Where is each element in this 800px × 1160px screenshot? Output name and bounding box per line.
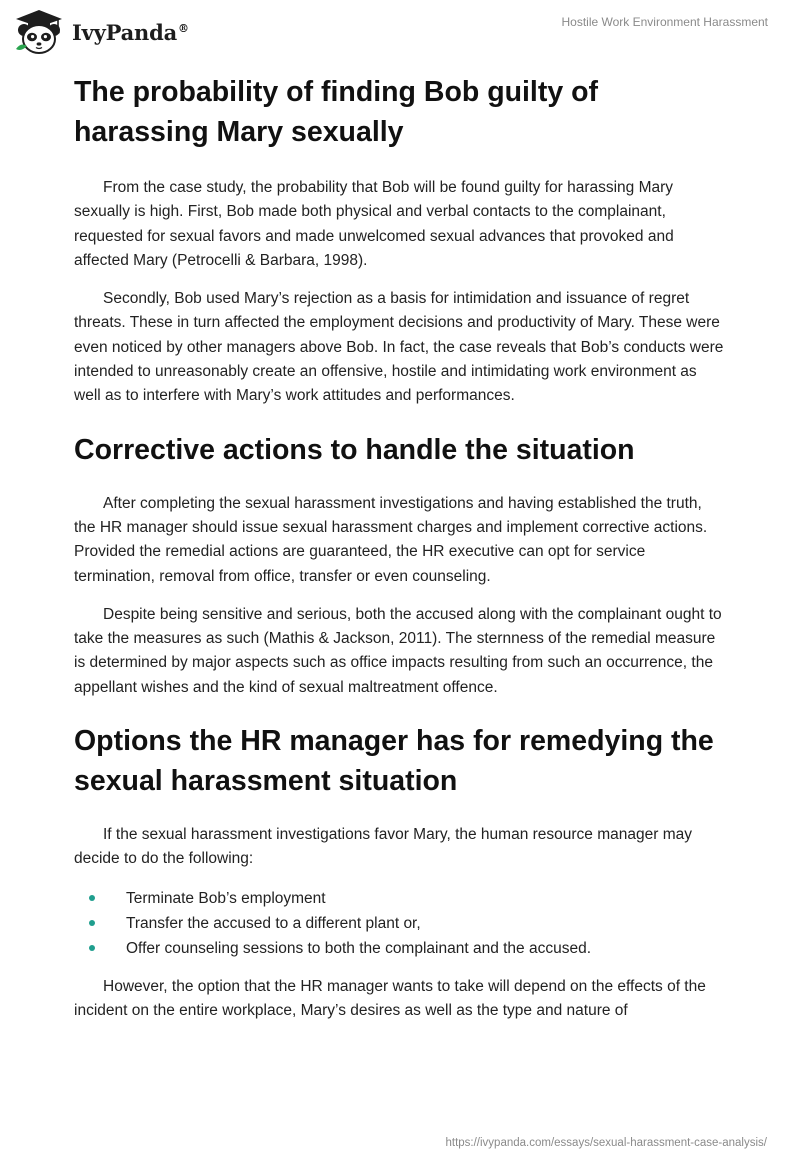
paragraph: After completing the sexual harassment investigations and having established the truth, the HR manager should issue sexual harassment charges and implement corrective actions. Provided the remedial actions are guaranteed, the HR executive can opt for service termination, removal from office, transfer or even counseling.	[74, 494, 708, 585]
section-heading: Corrective actions to handle the situation	[74, 433, 635, 466]
paragraph: Secondly, Bob used Mary’s rejection as a basis for intimidation and issuance of regret threats. These in turn affected the employment decisions and productivity of Mary. These were even noticed by other managers above Bob. In fact, the case reveals that Bob’s conducts were intended to unreasonably create an offensive, hostile and intimidating work environment as well as to interfere with Mary’s work attitudes and performances.	[74, 290, 724, 405]
options-list	[74, 886, 726, 961]
list-item: Offer counseling sessions to both the complainant and the accused.	[74, 936, 726, 961]
section-heading: Options the HR manager has for remedying the sexual harassment situation	[74, 725, 714, 798]
brand-name: IvyPanda®	[72, 19, 189, 45]
list-item: Transfer the accused to a different plant or,	[74, 911, 726, 936]
source-url[interactable]: https://ivypanda.com/essays/sexual-harassment-case-analysis/	[445, 1137, 767, 1149]
list-item: Terminate Bob’s employment	[74, 886, 726, 911]
essay-content	[74, 70, 726, 1023]
document-title: Hostile Work Environment Harassment	[561, 15, 768, 29]
panda-graduate-icon	[12, 9, 66, 55]
ivypanda-logo[interactable]	[12, 9, 189, 55]
paragraph: Despite being sensitive and serious, both the accused along with the complainant ought to take the measures as such (Mathis & Jackson, 2011). The sternness of the remedial measure is determined by major aspects such as office impacts resulting from such an occurrence, the appellant wishes and the kind of sexual maltreatment offence.	[74, 605, 722, 696]
paragraph: However, the option that the HR manager wants to take will depend on the effects of the incident on the entire workplace, Mary’s desires as well as the type and nature of	[74, 977, 706, 1019]
paragraph: From the case study, the probability that Bob will be found guilty for harassing Mary sexually is high. First, Bob made both physical and verbal contacts to the complainant, requested for sexual favors and made unwelcomed sexual advances that provoked and affected Mary (Petrocelli & Barbara, 1998).	[74, 179, 674, 269]
bullet-icon	[89, 895, 95, 901]
paragraph: If the sexual harassment investigations favor Mary, the human resource manager may decide to do the following:	[74, 826, 692, 868]
section-heading: The probability of finding Bob guilty of harassing Mary sexually	[74, 76, 599, 148]
page-header	[0, 0, 800, 62]
bullet-icon	[89, 920, 95, 926]
bullet-icon	[89, 945, 95, 951]
